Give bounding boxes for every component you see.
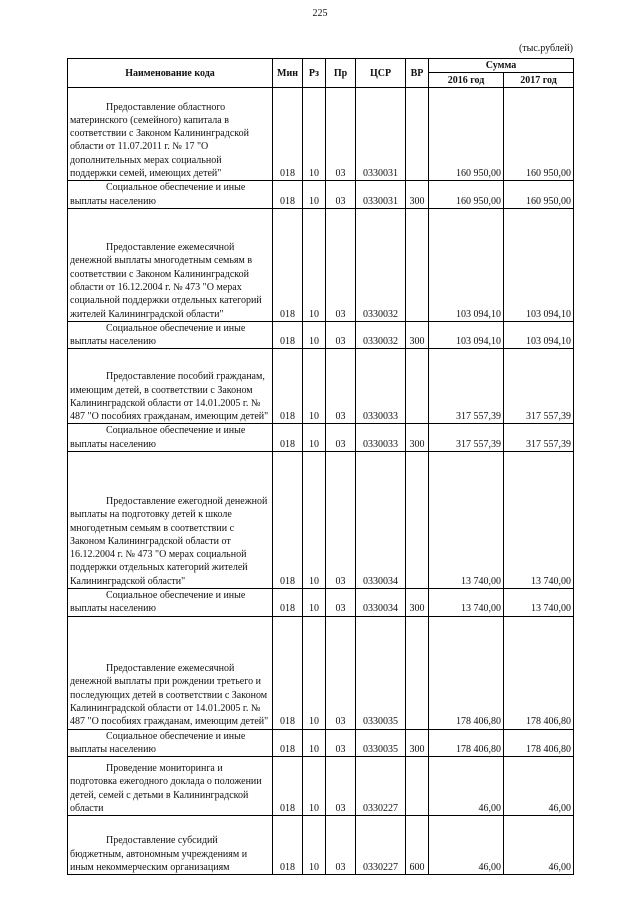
- cell-csr: 0330227: [356, 757, 406, 816]
- cell-name: [68, 729, 273, 757]
- cell-vr: [406, 757, 429, 816]
- cell-rz: 10: [303, 757, 326, 816]
- header-vr: ВР: [406, 59, 429, 88]
- cell-pr: 03: [326, 321, 356, 349]
- cell-rz: 10: [303, 181, 326, 209]
- cell-csr: 0330033: [356, 424, 406, 452]
- table-row: [68, 616, 574, 729]
- cell-name: [68, 208, 273, 321]
- cell-min: 018: [273, 616, 303, 729]
- table-row: [68, 349, 574, 424]
- units-label: (тыс.рублей): [518, 43, 573, 54]
- cell-pr: 03: [326, 757, 356, 816]
- cell-name-text: Проведение мониторинга и подготовка ежегодного доклада о положении детей, семей с детьми в Калининградской области: [70, 763, 262, 814]
- cell-name-text: Предоставление пособий гражданам, имеющим детей, в соответствии с Законом Калининградской области от 14.01.2005 г. № 487 "О пособиях гражданам, имеющим детей": [70, 371, 269, 423]
- cell-vr: 300: [406, 424, 429, 452]
- table-row: [68, 208, 574, 321]
- cell-name-text: Социальное обеспечение и иные выплаты населению: [70, 182, 246, 207]
- header-2016: 2016 год: [429, 73, 504, 88]
- cell-y2016: 178 406,80: [429, 729, 504, 757]
- cell-rz: 10: [303, 88, 326, 181]
- cell-min: 018: [273, 349, 303, 424]
- cell-csr: 0330032: [356, 321, 406, 349]
- cell-vr: 300: [406, 729, 429, 757]
- cell-y2017: 46,00: [504, 816, 574, 875]
- cell-name-text: Социальное обеспечение и иные выплаты населению: [70, 730, 246, 755]
- cell-y2016: 160 950,00: [429, 181, 504, 209]
- cell-name-text: Предоставление ежемесячной денежной выплаты многодетным семьям в соответствии с Законом Калининградской области от 16.12.2004 г. № 473 "О мерах социальной поддержки отдельных категорий жителей Калининградской области": [70, 242, 262, 320]
- header-min: Мин: [273, 59, 303, 88]
- cell-name: [68, 181, 273, 209]
- cell-y2016: 13 740,00: [429, 452, 504, 589]
- cell-min: 018: [273, 757, 303, 816]
- table-row: [68, 816, 574, 875]
- cell-vr: 300: [406, 181, 429, 209]
- cell-pr: 03: [326, 424, 356, 452]
- table-row: [68, 321, 574, 349]
- cell-name-text: Социальное обеспечение и иные выплаты населению: [70, 322, 246, 348]
- cell-name-text: Предоставление областного материнского (семейного) капитала в соответствии с Законом Калининградской области от 11.07.2011 г. № 17 "О дополнительных мерах социальной поддержки семей, имеющих детей": [70, 101, 249, 179]
- cell-pr: 03: [326, 729, 356, 757]
- table-row: [68, 88, 574, 181]
- cell-name: [68, 757, 273, 816]
- cell-csr: 0330034: [356, 589, 406, 617]
- cell-pr: 03: [326, 616, 356, 729]
- cell-csr: 0330035: [356, 616, 406, 729]
- cell-rz: 10: [303, 589, 326, 617]
- table-row: [68, 589, 574, 617]
- cell-csr: 0330227: [356, 816, 406, 875]
- cell-vr: [406, 88, 429, 181]
- cell-min: 018: [273, 424, 303, 452]
- cell-csr: 0330035: [356, 729, 406, 757]
- cell-pr: 03: [326, 349, 356, 424]
- cell-y2016: 13 740,00: [429, 589, 504, 617]
- cell-pr: 03: [326, 181, 356, 209]
- cell-y2016: 103 094,10: [429, 208, 504, 321]
- cell-min: 018: [273, 208, 303, 321]
- cell-vr: 600: [406, 816, 429, 875]
- cell-vr: 300: [406, 589, 429, 617]
- cell-y2017: 160 950,00: [504, 181, 574, 209]
- cell-csr: 0330033: [356, 349, 406, 424]
- table-row: [68, 452, 574, 589]
- header-rz: Рз: [303, 59, 326, 88]
- header-name: Наименование кода: [68, 59, 273, 88]
- cell-y2017: 317 557,39: [504, 424, 574, 452]
- cell-name: [68, 349, 273, 424]
- cell-y2017: 160 950,00: [504, 88, 574, 181]
- cell-csr: 0330031: [356, 181, 406, 209]
- cell-vr: [406, 452, 429, 589]
- cell-rz: 10: [303, 452, 326, 589]
- cell-vr: [406, 616, 429, 729]
- cell-name: [68, 424, 273, 452]
- cell-y2016: 103 094,10: [429, 321, 504, 349]
- cell-vr: [406, 208, 429, 321]
- cell-rz: 10: [303, 616, 326, 729]
- page-number: 225: [312, 8, 328, 19]
- cell-name-text: Предоставление субсидий бюджетным, автономным учреждениям и иным некоммерческим организациям: [70, 835, 248, 873]
- cell-y2017: 103 094,10: [504, 208, 574, 321]
- cell-y2017: 13 740,00: [504, 589, 574, 617]
- cell-csr: 0330032: [356, 208, 406, 321]
- cell-rz: 10: [303, 424, 326, 452]
- cell-y2017: 103 094,10: [504, 321, 574, 349]
- cell-pr: 03: [326, 589, 356, 617]
- cell-min: 018: [273, 729, 303, 757]
- cell-min: 018: [273, 88, 303, 181]
- cell-csr: 0330034: [356, 452, 406, 589]
- cell-y2016: 317 557,39: [429, 424, 504, 452]
- cell-y2016: 178 406,80: [429, 616, 504, 729]
- cell-y2016: 46,00: [429, 816, 504, 875]
- table-body: [68, 88, 574, 875]
- cell-min: 018: [273, 816, 303, 875]
- cell-min: 018: [273, 321, 303, 349]
- cell-rz: 10: [303, 729, 326, 757]
- table-row: [68, 424, 574, 452]
- cell-y2016: 46,00: [429, 757, 504, 816]
- header-pr: Пр: [326, 59, 356, 88]
- cell-min: 018: [273, 589, 303, 617]
- cell-y2017: 13 740,00: [504, 452, 574, 589]
- cell-y2017: 46,00: [504, 757, 574, 816]
- table-header: [68, 59, 574, 88]
- cell-name: [68, 616, 273, 729]
- cell-min: 018: [273, 452, 303, 589]
- cell-name-text: Предоставление ежегодной денежной выплаты на подготовку детей к школе многодетным семьям в соответствии с Законом Калининградской области от 16.12.2004 г. № 473 "О мерах социальной поддержки отдельных категорий жителей Калининградской области": [70, 496, 268, 587]
- table-row: [68, 181, 574, 209]
- budget-table: [67, 58, 574, 875]
- header-sum: Сумма: [429, 59, 574, 73]
- table-row: [68, 729, 574, 757]
- cell-y2017: 178 406,80: [504, 729, 574, 757]
- cell-name: [68, 589, 273, 617]
- cell-rz: 10: [303, 816, 326, 875]
- cell-rz: 10: [303, 349, 326, 424]
- cell-vr: 300: [406, 321, 429, 349]
- cell-name-text: Предоставление ежемесячной денежной выплаты при рождении третьего и последующих детей в соответствии с Законом Калининградской области от 14.01.2005 г. № 487 "О пособиях гражданам, имеющим детей": [70, 663, 269, 728]
- table-row: [68, 757, 574, 816]
- header-csr: ЦСР: [356, 59, 406, 88]
- cell-name-text: Социальное обеспечение и иные выплаты населению: [70, 425, 246, 450]
- cell-name: [68, 321, 273, 349]
- cell-pr: 03: [326, 816, 356, 875]
- cell-pr: 03: [326, 88, 356, 181]
- cell-vr: [406, 349, 429, 424]
- cell-rz: 10: [303, 208, 326, 321]
- header-2017: 2017 год: [504, 73, 574, 88]
- cell-name: [68, 816, 273, 875]
- cell-name: [68, 88, 273, 181]
- cell-y2017: 178 406,80: [504, 616, 574, 729]
- cell-y2016: 160 950,00: [429, 88, 504, 181]
- cell-min: 018: [273, 181, 303, 209]
- cell-csr: 0330031: [356, 88, 406, 181]
- cell-name-text: Социальное обеспечение и иные выплаты населению: [70, 590, 246, 615]
- cell-rz: 10: [303, 321, 326, 349]
- cell-pr: 03: [326, 452, 356, 589]
- cell-y2017: 317 557,39: [504, 349, 574, 424]
- cell-pr: 03: [326, 208, 356, 321]
- cell-name: [68, 452, 273, 589]
- cell-y2016: 317 557,39: [429, 349, 504, 424]
